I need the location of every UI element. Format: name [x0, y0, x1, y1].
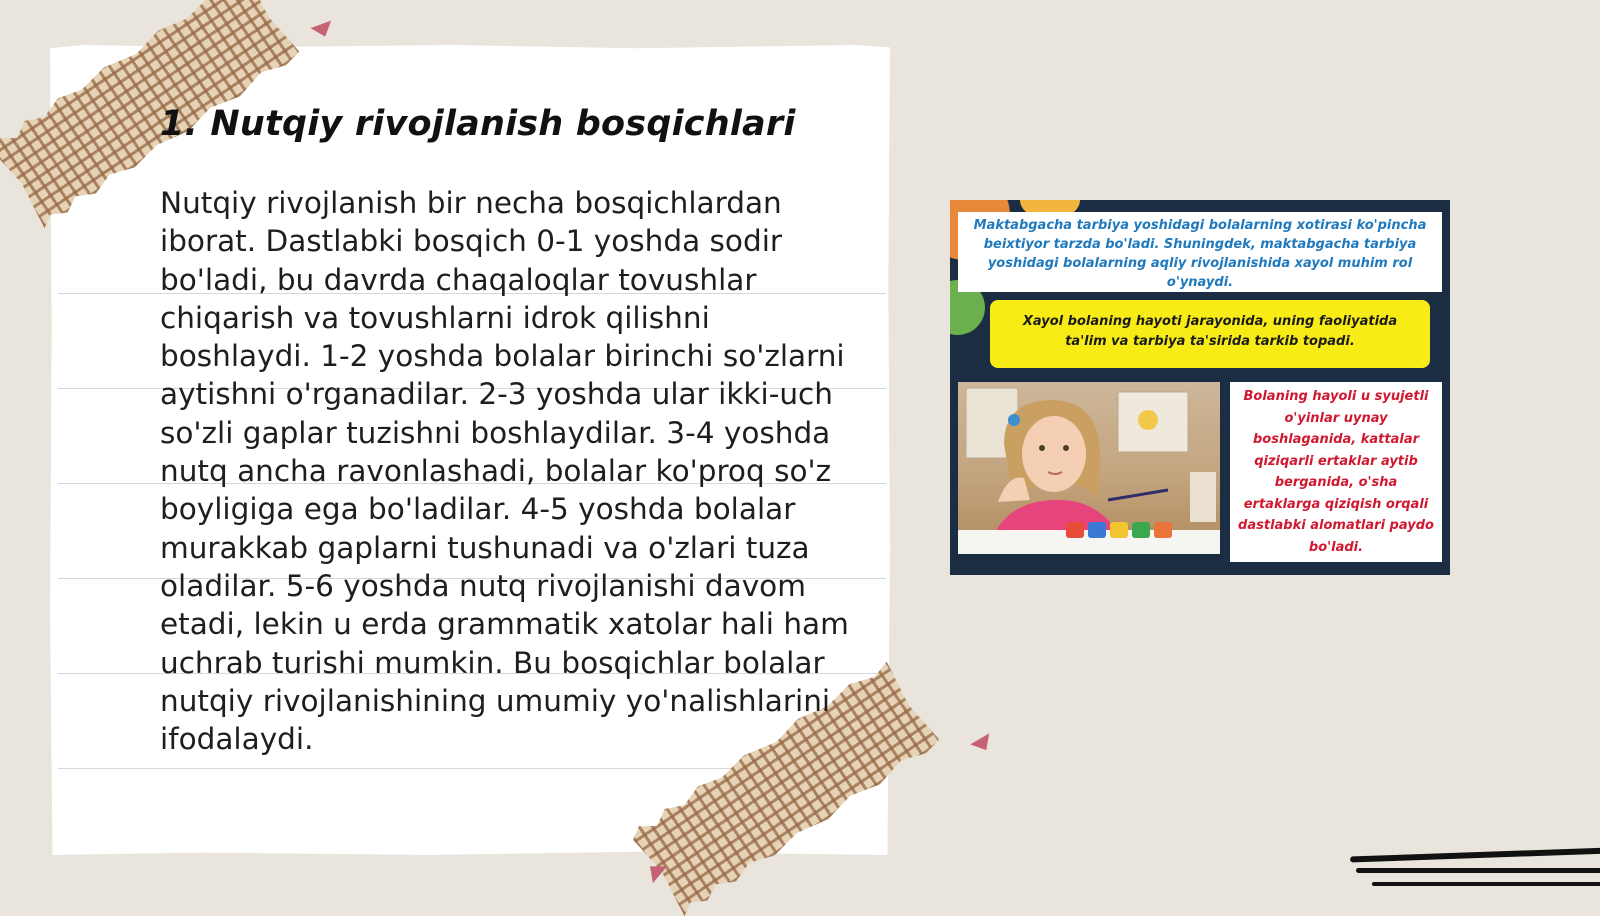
infographic-image — [950, 200, 1450, 575]
brush-stroke — [1350, 847, 1600, 862]
child-thinking-illustration — [958, 382, 1220, 554]
child-thinking-icon — [958, 382, 1220, 554]
brush-stroke — [1356, 868, 1600, 873]
infographic-top-text: Maktabgacha tarbiya yoshidagi bolalarning xotirasi ko'pincha beixtiyor tarzda bo'ladi. Shuningdek, maktabgacha tarbiya yoshidagi bolalarning aqliy rivojlanishida xayol muhim rol o'ynaydi. — [958, 212, 1442, 292]
pin-top-icon — [310, 21, 335, 41]
slide-body-text: Nutqiy rivojlanish bir necha bosqichlardan iborat. Dastlabki bosqich 0-1 yoshda sodir bo'ladi, bu davrda chaqaloqlar tovushlar chiqarish va tovushlarni idrok qilishni boshlaydi. 1-2 yoshda bolalar birinchi so'zlarni aytishni o'rganadilar. 2-3 yoshda ular ikki-uch so'zli gaplar tuzishni boshlaydilar. 3-4 yoshda nutq ancha ravonlashadi, bolalar ko'proq so'z boyligiga ega bo'ladilar. 4-5 yoshda bolalar murakkab gaplarni tushunadi va o'zlari tuza oladilar. 5-6 yoshda nutq rivojlanishi davom etadi, lekin u erda grammatik xatolar hali ham uchrab turishi mumkin. Bu bosqichlar bolalar nutqiy rivojlanishining umumiy yo'nalishlarini ifodalaydi. — [160, 186, 849, 757]
slide-title: 1. Nutqiy rivojlanish bosqichlari — [160, 104, 796, 144]
infographic-side-text: Bolaning hayoli u syujetli o'yinlar uynay boshlaganida, kattalar qiziqarli ertaklar aytib berganida, o'sha ertaklarga qiziqish orqali dastlabki alomatlari paydo bo'ladi. — [1230, 382, 1442, 562]
brush-stroke — [1372, 882, 1600, 886]
infographic-highlight-text: Xayol bolaning hayoti jarayonida, uning faoliyatida ta'lim va tarbiya ta'sirida tarkib topadi. — [990, 300, 1430, 368]
pin-right-icon — [970, 733, 996, 755]
